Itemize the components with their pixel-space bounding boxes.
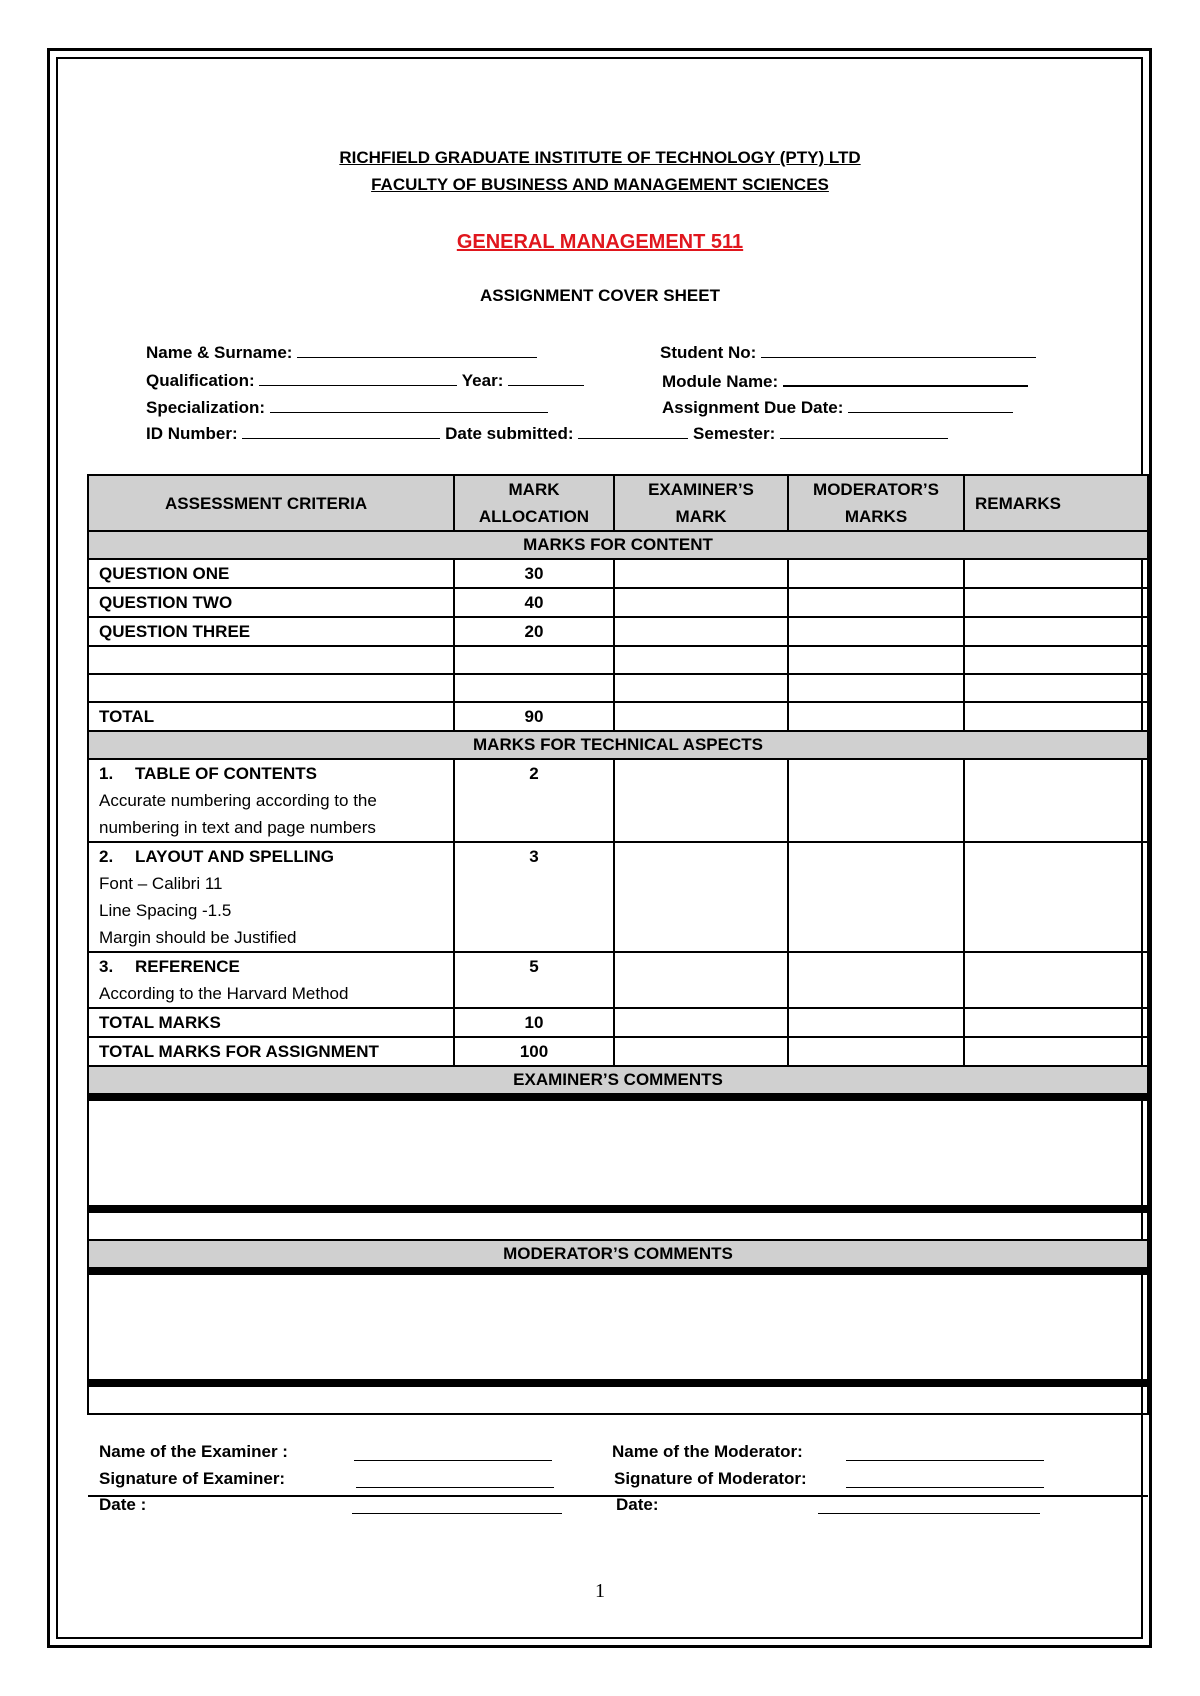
- toc-line1: Accurate numbering according to the: [99, 791, 377, 810]
- name-line: [297, 341, 537, 358]
- page-number: 1: [595, 1580, 605, 1602]
- examiner-comments-heading: EXAMINER’S COMMENTS: [88, 1066, 1148, 1097]
- moderator-comments-row: [88, 1271, 1148, 1383]
- remarks-cell[interactable]: [964, 588, 1148, 617]
- moderator-signature-line: [846, 1471, 1044, 1488]
- moderator-date-line: [818, 1497, 1040, 1514]
- toc-mark: 2: [454, 759, 614, 842]
- examiner-comments-row: [88, 1097, 1148, 1209]
- specialization-line: [270, 396, 548, 413]
- student-no-label: Student No:: [660, 343, 757, 362]
- examiner-date-line: [352, 1497, 562, 1514]
- moderator-mark-cell[interactable]: [788, 559, 964, 588]
- moderator-mark-cell[interactable]: [788, 617, 964, 646]
- total-assignment-mark: 100: [454, 1037, 614, 1066]
- semester-line: [780, 422, 948, 439]
- empty-cell[interactable]: [964, 674, 1148, 702]
- empty-row: [88, 646, 1148, 674]
- empty-cell[interactable]: [88, 674, 454, 702]
- spacer-cell: [88, 1383, 1148, 1414]
- moderator-comments-header-row: [88, 1240, 1148, 1271]
- header-moderator-line1: MODERATOR’S: [813, 480, 939, 499]
- empty-cell[interactable]: [788, 674, 964, 702]
- examiner-comments-box[interactable]: [88, 1097, 1148, 1209]
- examiner-signature-field[interactable]: [99, 1469, 285, 1489]
- section-technical: MARKS FOR TECHNICAL ASPECTS: [88, 731, 1148, 759]
- date-submitted-line: [578, 422, 688, 439]
- table-row: [88, 617, 1148, 646]
- year-label: Year:: [461, 371, 504, 390]
- header-examiner-line1: EXAMINER’S: [648, 480, 754, 499]
- content-total-row: [88, 702, 1148, 731]
- section-content-row: [88, 531, 1148, 559]
- institution-title: RICHFIELD GRADUATE INSTITUTE OF TECHNOLOGY (PTY) LTD: [339, 148, 861, 167]
- header-remarks: REMARKS: [964, 475, 1148, 531]
- reference-mark: 5: [454, 952, 614, 1008]
- examiner-signature-label: Signature of Examiner:: [99, 1469, 286, 1488]
- name-label: Name & Surname:: [146, 343, 293, 362]
- remarks-cell[interactable]: [964, 1008, 1148, 1037]
- header-examiner-line2: MARK: [675, 507, 727, 526]
- specialization-label: Specialization:: [146, 398, 266, 417]
- reference-title: REFERENCE: [135, 957, 240, 976]
- empty-row: [88, 674, 1148, 702]
- examiner-name-line: [354, 1444, 552, 1461]
- empty-cell[interactable]: [454, 674, 614, 702]
- due-date-field[interactable]: [662, 396, 1013, 418]
- student-no-field[interactable]: [660, 341, 1036, 363]
- moderator-name-field[interactable]: [612, 1442, 803, 1462]
- spacer-row: [88, 1383, 1148, 1414]
- layout-line2: Line Spacing -1.5: [99, 901, 232, 920]
- moderator-mark-cell[interactable]: [788, 842, 964, 952]
- content-total-mark: 90: [454, 702, 614, 731]
- remarks-cell[interactable]: [964, 1037, 1148, 1066]
- id-number-label: ID Number:: [146, 424, 238, 443]
- toc-number: 1.: [99, 764, 114, 783]
- row-mark: 40: [454, 588, 614, 617]
- moderator-date-field[interactable]: [616, 1495, 659, 1515]
- qualification-field[interactable]: [146, 369, 584, 391]
- moderator-mark-cell[interactable]: [788, 588, 964, 617]
- layout-title: LAYOUT AND SPELLING: [135, 847, 334, 866]
- layout-line1: Font – Calibri 11: [99, 874, 223, 893]
- empty-cell[interactable]: [88, 646, 454, 674]
- row-mark: 20: [454, 617, 614, 646]
- id-number-line: [242, 422, 440, 439]
- qualification-line: [259, 369, 457, 386]
- total-marks-label: TOTAL MARKS: [88, 1008, 454, 1037]
- examiner-mark-cell[interactable]: [614, 617, 788, 646]
- content-total-label: TOTAL: [88, 702, 454, 731]
- module-name-line: [783, 369, 1028, 387]
- examiner-name-label: Name of the Examiner :: [99, 1442, 288, 1461]
- spacer-row: [88, 1209, 1148, 1240]
- layout-number: 2.: [99, 847, 114, 866]
- moderator-date-label: Date:: [616, 1495, 659, 1514]
- toc-criteria: [88, 759, 454, 842]
- layout-mark: 3: [454, 842, 614, 952]
- due-date-line: [848, 396, 1013, 413]
- examiner-mark-cell[interactable]: [614, 1037, 788, 1066]
- toc-row: [88, 759, 1148, 842]
- header-moderator-line2: MARKS: [844, 507, 908, 526]
- specialization-field[interactable]: [146, 396, 548, 418]
- name-field[interactable]: [146, 341, 537, 363]
- faculty-title: FACULTY OF BUSINESS AND MANAGEMENT SCIENCES: [371, 175, 829, 194]
- empty-cell[interactable]: [964, 646, 1148, 674]
- moderator-mark-cell[interactable]: [788, 759, 964, 842]
- examiner-signature-line: [356, 1471, 554, 1488]
- header-allocation-line2: ALLOCATION: [478, 507, 590, 526]
- examiner-mark-cell[interactable]: [614, 759, 788, 842]
- examiner-mark-cell[interactable]: [614, 559, 788, 588]
- header-criteria: ASSESSMENT CRITERIA: [88, 475, 454, 531]
- module-name-label: Module Name:: [662, 372, 779, 391]
- section-content: MARKS FOR CONTENT: [88, 531, 1148, 559]
- table-row: [88, 559, 1148, 588]
- date-submitted-label: Date submitted:: [445, 424, 574, 443]
- section-technical-row: [88, 731, 1148, 759]
- total-assignment-row: [88, 1037, 1148, 1066]
- examiner-name-field[interactable]: [99, 1442, 288, 1462]
- toc-line2: numbering in text and page numbers: [99, 818, 376, 837]
- year-line: [508, 369, 584, 386]
- examiner-date-label: Date :: [99, 1495, 147, 1514]
- reference-row: [88, 952, 1148, 1008]
- header-allocation-line1: MARK: [508, 480, 560, 499]
- moderator-comments-box[interactable]: [88, 1271, 1148, 1383]
- total-marks-row: [88, 1008, 1148, 1037]
- row-label: QUESTION THREE: [88, 617, 454, 646]
- layout-row: [88, 842, 1148, 952]
- remarks-cell[interactable]: [964, 842, 1148, 952]
- semester-label: Semester:: [693, 424, 776, 443]
- toc-title: TABLE OF CONTENTS: [135, 764, 317, 783]
- layout-criteria: [88, 842, 454, 952]
- examiner-mark-cell[interactable]: [614, 702, 788, 731]
- module-title: GENERAL MANAGEMENT 511: [456, 231, 744, 253]
- moderator-comments-heading: MODERATOR’S COMMENTS: [88, 1240, 1148, 1271]
- moderator-signature-field[interactable]: [614, 1469, 807, 1489]
- moderator-mark-cell[interactable]: [788, 952, 964, 1008]
- moderator-mark-cell[interactable]: [788, 1037, 964, 1066]
- empty-cell[interactable]: [454, 646, 614, 674]
- examiner-mark-cell[interactable]: [614, 842, 788, 952]
- total-assignment-label: TOTAL MARKS FOR ASSIGNMENT: [88, 1037, 454, 1066]
- total-marks-mark: 10: [454, 1008, 614, 1037]
- remarks-cell[interactable]: [964, 952, 1148, 1008]
- examiner-comments-header-row: [88, 1066, 1148, 1097]
- row-label: QUESTION ONE: [88, 559, 454, 588]
- moderator-name-label: Name of the Moderator:: [612, 1442, 803, 1461]
- remarks-cell[interactable]: [964, 759, 1148, 842]
- qualification-label: Qualification:: [146, 371, 255, 390]
- assessment-table: [87, 474, 1149, 1497]
- reference-line1: According to the Harvard Method: [99, 984, 349, 1003]
- module-name-field[interactable]: [662, 369, 1028, 392]
- row-label: QUESTION TWO: [88, 588, 454, 617]
- document-title: ASSIGNMENT COVER SHEET: [480, 286, 720, 305]
- id-number-field[interactable]: [146, 422, 948, 444]
- table-row: [88, 588, 1148, 617]
- reference-number: 3.: [99, 957, 114, 976]
- remarks-cell[interactable]: [964, 702, 1148, 731]
- empty-cell[interactable]: [614, 674, 788, 702]
- examiner-mark-cell[interactable]: [614, 588, 788, 617]
- empty-cell[interactable]: [614, 646, 788, 674]
- reference-criteria: [88, 952, 454, 1008]
- examiner-mark-cell[interactable]: [614, 952, 788, 1008]
- header-moderator: [788, 475, 964, 531]
- table-header-row: [88, 475, 1148, 531]
- examiner-date-field[interactable]: [99, 1495, 146, 1515]
- header-allocation: [454, 475, 614, 531]
- remarks-cell[interactable]: [964, 617, 1148, 646]
- moderator-name-line: [846, 1444, 1044, 1461]
- moderator-signature-label: Signature of Moderator:: [614, 1469, 807, 1488]
- header-examiner: [614, 475, 788, 531]
- examiner-mark-cell[interactable]: [614, 1008, 788, 1037]
- remarks-cell[interactable]: [964, 559, 1148, 588]
- due-date-label: Assignment Due Date:: [662, 398, 844, 417]
- student-no-line: [761, 341, 1036, 358]
- layout-line3: Margin should be Justified: [99, 928, 297, 947]
- spacer-cell: [88, 1209, 1148, 1240]
- moderator-mark-cell[interactable]: [788, 1008, 964, 1037]
- empty-cell[interactable]: [788, 646, 964, 674]
- row-mark: 30: [454, 559, 614, 588]
- moderator-mark-cell[interactable]: [788, 702, 964, 731]
